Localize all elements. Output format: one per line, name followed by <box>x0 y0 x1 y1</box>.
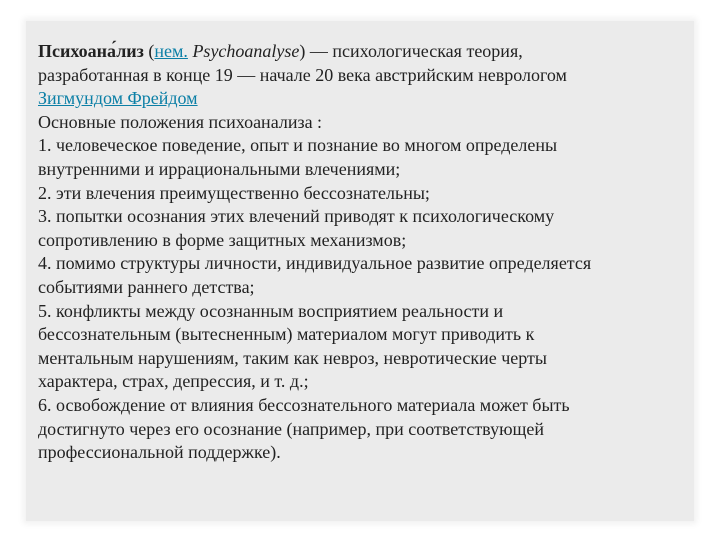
article-text <box>38 40 668 465</box>
principle-line: достигнуто через его осознание (например, при соответствующей <box>38 418 544 439</box>
principle-line: 5. конфликты между осознанным восприятием реальности и <box>38 300 504 321</box>
principle-line: характера, страх, депрессия, и т. д.; <box>38 371 309 392</box>
principle-line: 4. помимо структуры личности, индивидуальное развитие определяется <box>38 253 592 274</box>
principle-line: 6. освобождение от влияния бессознательного материала может быть <box>38 394 570 415</box>
definition-line-2: разработанная в конце 19 — начале 20 века австрийским неврологом <box>38 64 567 85</box>
freud-line <box>38 87 668 111</box>
foreign-word: Psychoanalyse <box>187 41 300 61</box>
definition-line <box>38 40 668 64</box>
principle-line: бессознательным (вытесненным) материалом могут приводить к <box>38 324 535 345</box>
term-title: Психоана́лиз <box>38 41 144 61</box>
principle-line: 3. попытки осознания этих влечений приводят к психологическому <box>38 206 555 227</box>
definition-rest: ) — психологическая теория, <box>299 41 523 61</box>
principle-line: 1. человеческое поведение, опыт и познание во многом определены <box>38 135 558 156</box>
principle-line: сопротивлению в форме защитных механизмов; <box>38 229 407 250</box>
principle-line: профессиональной поддержке). <box>38 442 281 463</box>
principle-line: 2. эти влечения преимущественно бессознательны; <box>38 182 430 203</box>
paren-open: ( <box>143 41 155 61</box>
principle-line: ментальным нарушениям, таким как невроз, невротические черты <box>38 347 548 368</box>
freud-link[interactable]: Зигмундом Фрейдом <box>38 88 198 109</box>
language-link[interactable]: нем. <box>154 41 188 61</box>
principles-heading: Основные положения психоанализа : <box>38 111 323 132</box>
principle-line: событиями раннего детства; <box>38 276 255 297</box>
principle-line: внутренними и иррациональными влечениями; <box>38 158 401 179</box>
